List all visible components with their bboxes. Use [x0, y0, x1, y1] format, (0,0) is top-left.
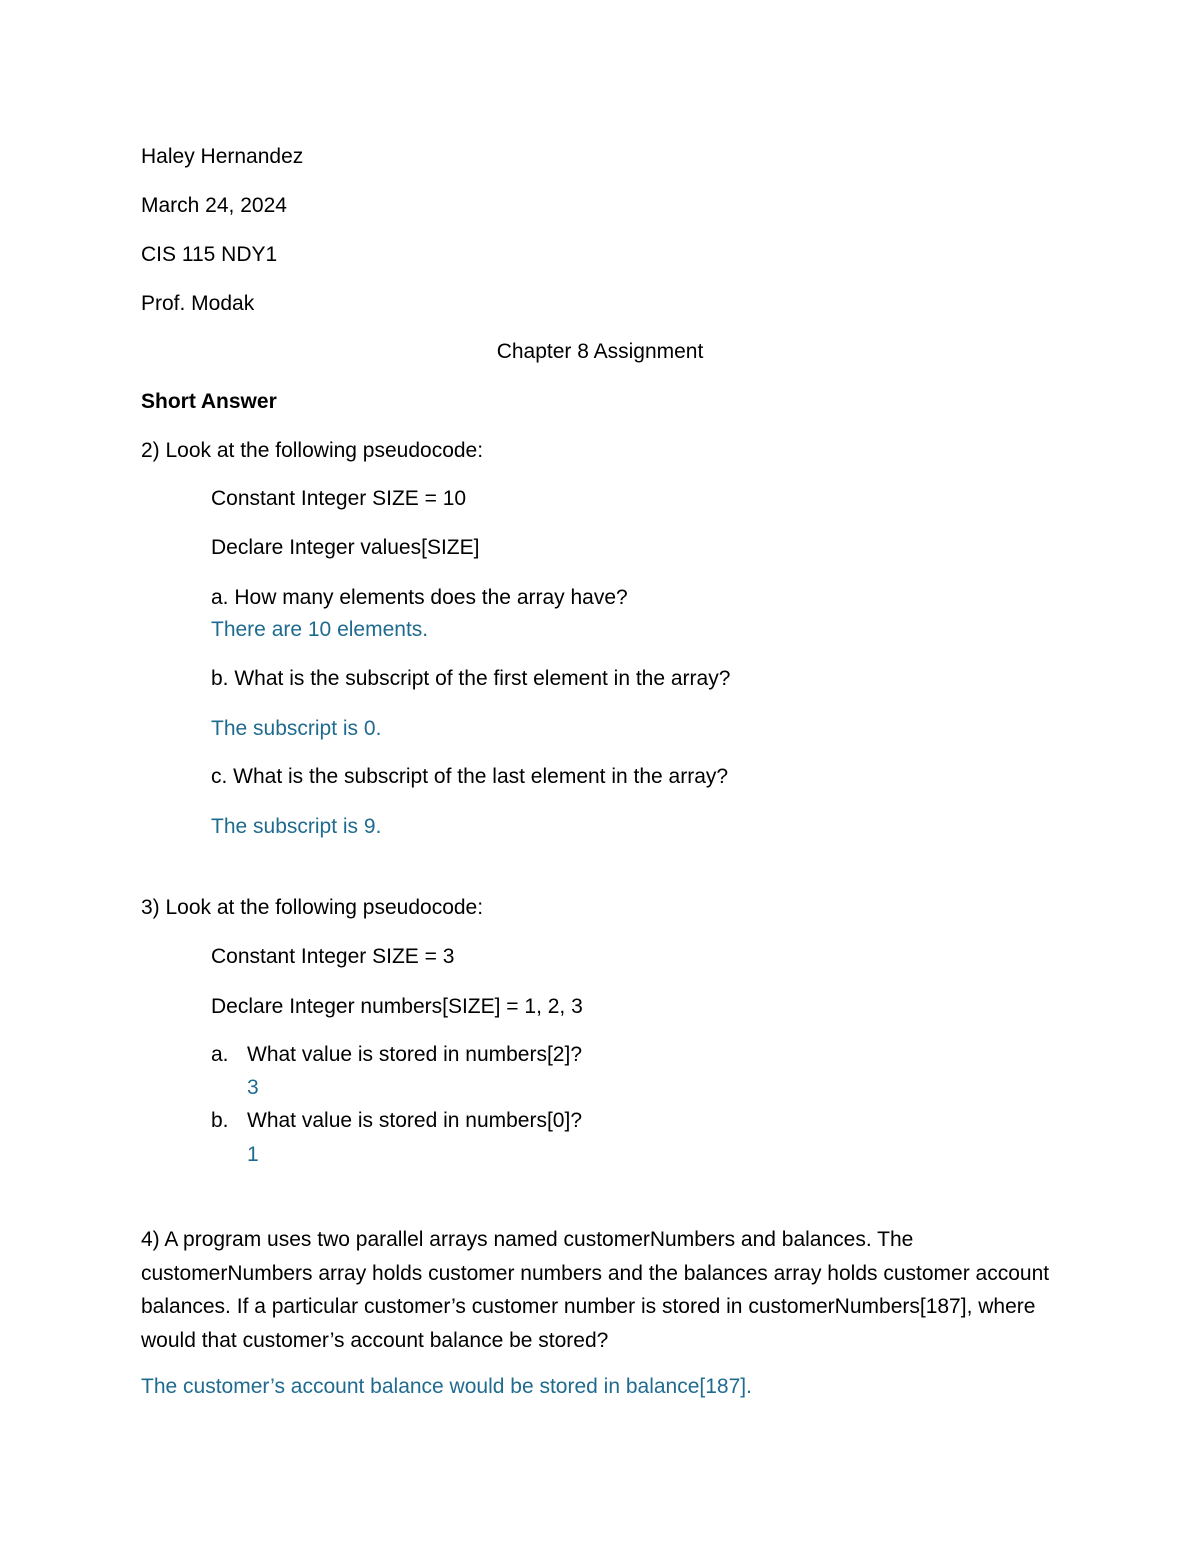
- q3-b-item: [211, 1108, 582, 1134]
- q3-code-line-1: Constant Integer SIZE = 3: [211, 945, 455, 968]
- q2-b-question: b. What is the subscript of the first element in the array?: [211, 667, 731, 690]
- professor: Prof. Modak: [141, 292, 255, 315]
- section-heading: Short Answer: [141, 390, 277, 413]
- q3-a-answer: 3: [247, 1076, 259, 1099]
- q3-code-line-2: Declare Integer numbers[SIZE] = 1, 2, 3: [211, 995, 583, 1018]
- student-name: Haley Hernandez: [141, 145, 304, 168]
- document-title: Chapter 8 Assignment: [496, 340, 704, 363]
- course: CIS 115 NDY1: [141, 243, 278, 266]
- q4-question: 4) A program uses two parallel arrays named customerNumbers and balances. The customerNumbers array holds customer numbers and the balances array holds customer account balances. If a particular customer’s customer number is stored in customerNumbers[187], where would that customer’s account balance be stored?: [141, 1228, 1050, 1352]
- q3-a-item: [211, 1042, 582, 1068]
- q3-a-marker: a.: [211, 1043, 229, 1066]
- q3-prompt: 3) Look at the following pseudocode:: [141, 896, 484, 919]
- q2-c-question: c. What is the subscript of the last element in the array?: [211, 765, 729, 788]
- q3-a-question: What value is stored in numbers[2]?: [247, 1043, 582, 1066]
- q4-answer: The customer’s account balance would be stored in balance[187].: [141, 1375, 752, 1398]
- q3-b-answer: 1: [247, 1143, 259, 1166]
- q3-b-marker: b.: [211, 1109, 229, 1132]
- q2-a-question: a. How many elements does the array have?: [211, 586, 628, 609]
- q3-b-question: What value is stored in numbers[0]?: [247, 1109, 582, 1132]
- q2-a-answer: There are 10 elements.: [211, 618, 429, 641]
- q2-prompt: 2) Look at the following pseudocode:: [141, 439, 484, 462]
- date: March 24, 2024: [141, 194, 287, 217]
- q2-b-answer: The subscript is 0.: [211, 717, 382, 740]
- q2-code-line-1: Constant Integer SIZE = 10: [211, 487, 467, 510]
- q2-c-answer: The subscript is 9.: [211, 815, 382, 838]
- q2-code-line-2: Declare Integer values[SIZE]: [211, 536, 480, 559]
